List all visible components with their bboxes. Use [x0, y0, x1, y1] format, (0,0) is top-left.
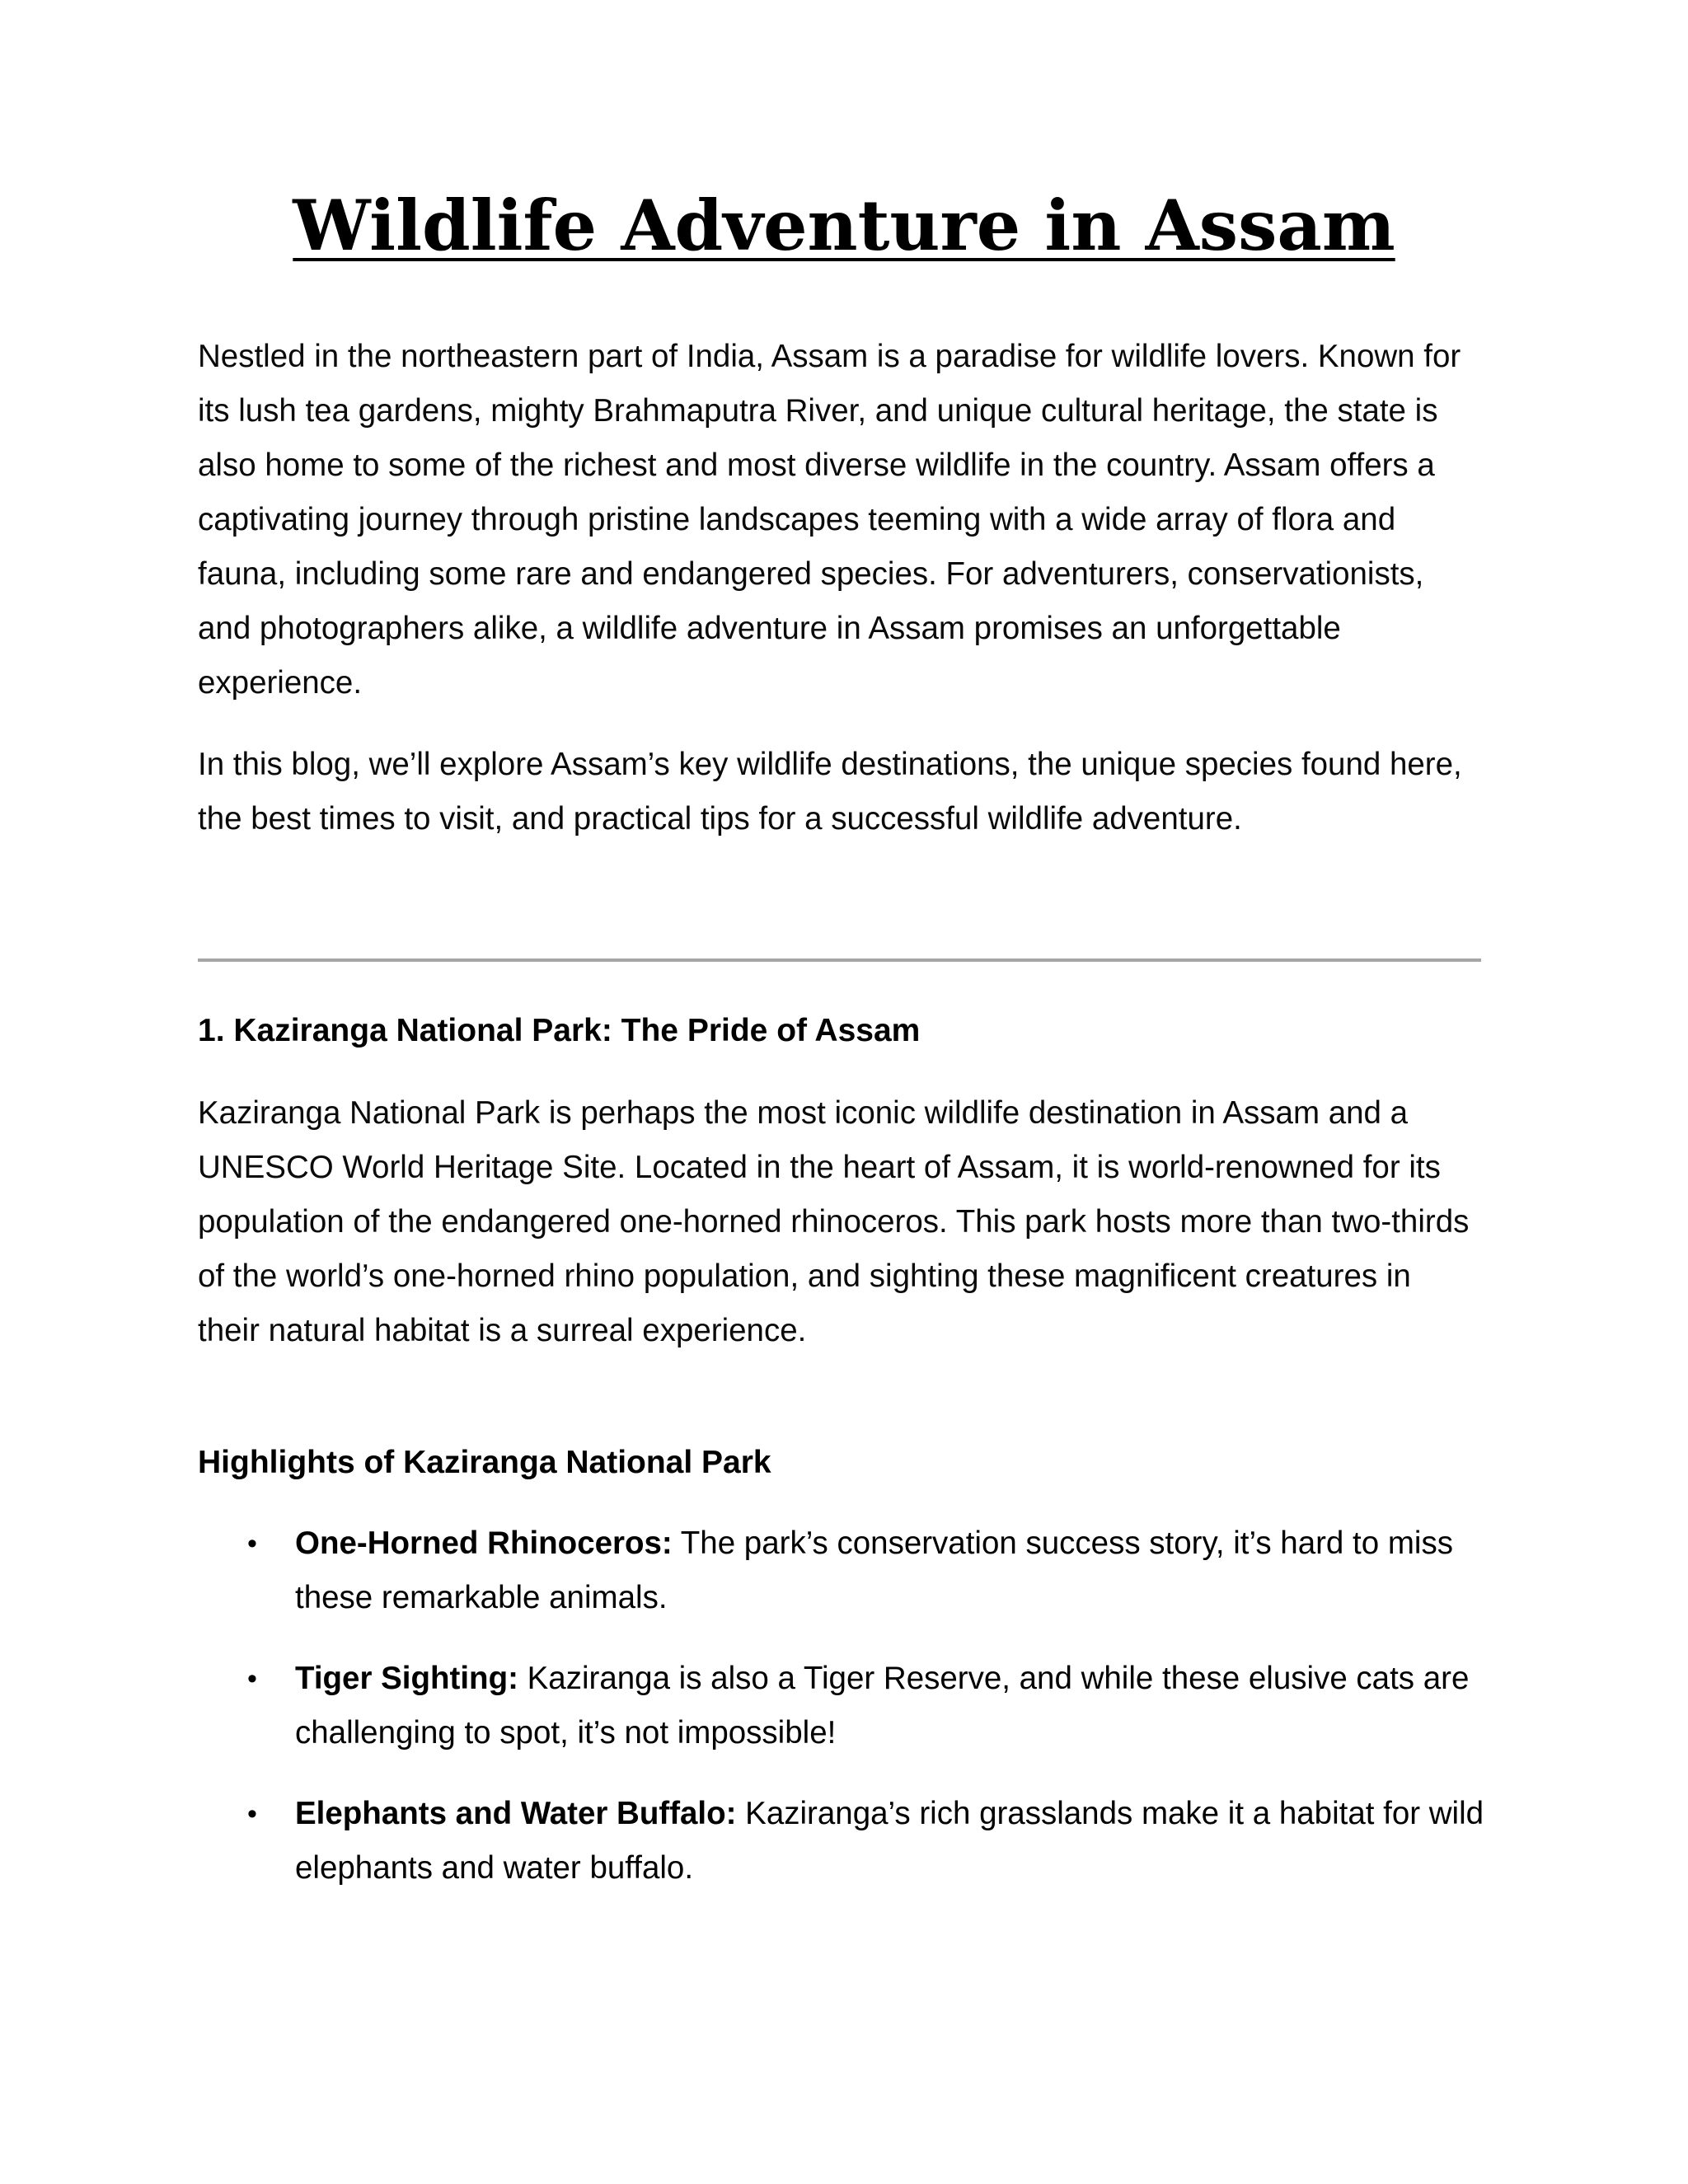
bullet-icon: • — [247, 1663, 257, 1694]
highlight-term: Tiger Sighting: — [295, 1661, 518, 1696]
section-heading-kaziranga: 1. Kaziranga National Park: The Pride of Assam — [198, 1013, 921, 1048]
horizontal-divider — [198, 958, 1481, 962]
highlight-text: Kaziranga’s rich grasslands make it a habitat for wild elephants and water buffalo. — [295, 1796, 1484, 1886]
bullet-icon: • — [247, 1798, 257, 1830]
highlight-term: One-Horned Rhinoceros: — [295, 1526, 673, 1561]
highlight-text: The park’s conservation success story, it’s hard to miss these remarkable animals. — [295, 1526, 1453, 1615]
intro-paragraph-1 — [198, 330, 1479, 710]
section-paragraph-kaziranga — [198, 1086, 1479, 1358]
list-item — [198, 1516, 1500, 1625]
highlight-text: Kaziranga is also a Tiger Reserve, and while these elusive cats are challenging to spot, it’s not impossible! — [295, 1661, 1470, 1750]
intro-paragraph-2-text: In this blog, we’ll explore Assam’s key wildlife destinations, the unique species found here, the best times to visit, and practical tips for a successful wildlife adventure. — [198, 747, 1462, 837]
intro-paragraph-2 — [198, 738, 1479, 846]
highlight-term: Elephants and Water Buffalo: — [295, 1796, 737, 1831]
bullet-icon: • — [247, 1528, 257, 1559]
highlights-list — [198, 1516, 1500, 1922]
list-item — [198, 1787, 1500, 1896]
intro-paragraph-1-text: Nestled in the northeastern part of India, Assam is a paradise for wildlife lovers. Known for its lush tea gardens, mighty Brahmaputra River, and unique cultural heritage, the state is also home to some of the richest and most diverse wildlife in the country. Assam offers a captivating journey through pristine landscapes teeming with a wide array of flora and fauna, including some rare and endangered species. For adventurers, conservationists, and photographers alike, a wildlife adventure in Assam promises an unforgettable experience. — [198, 339, 1461, 701]
list-item — [198, 1652, 1500, 1760]
highlights-heading: Highlights of Kaziranga National Park — [198, 1445, 771, 1480]
page-title: Wildlife Adventure in Assam — [293, 185, 1395, 266]
section-paragraph-kaziranga-text: Kaziranga National Park is perhaps the most iconic wildlife destination in Assam and a UNESCO World Heritage Site. Located in the heart of Assam, it is world-renowned for its population of the endangered one-horned rhinoceros. This park hosts more than two-thirds of the world’s one-horned rhino population, and sighting these magnificent creatures in their natural habitat is a surreal experience. — [198, 1095, 1470, 1348]
